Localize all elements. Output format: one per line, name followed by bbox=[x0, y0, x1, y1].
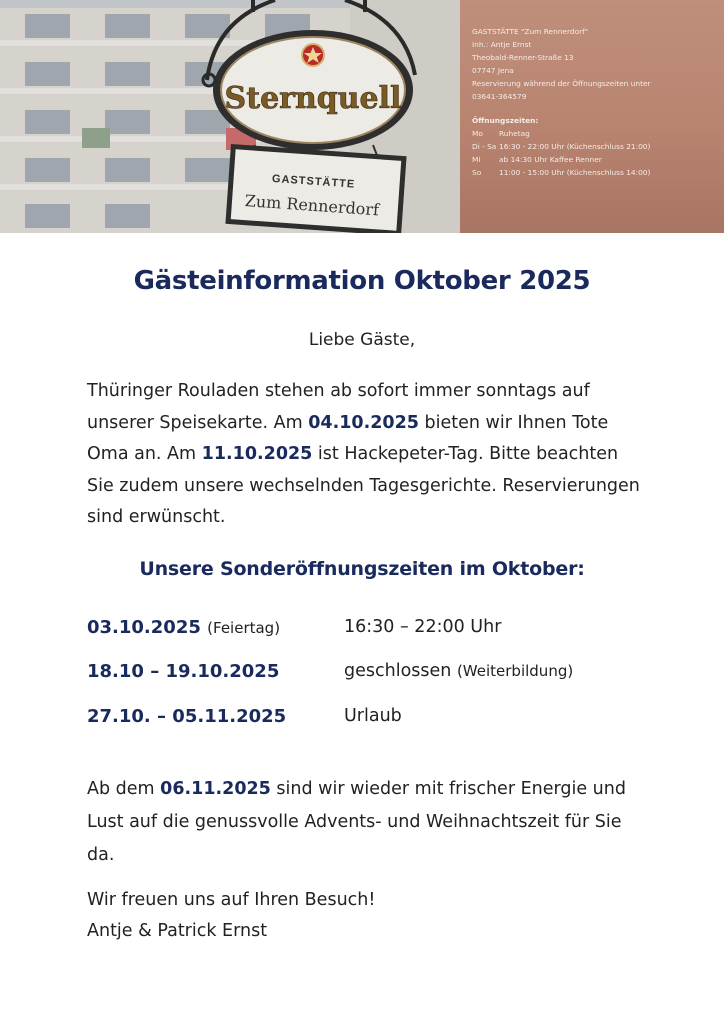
special-value bbox=[344, 617, 501, 637]
intro-date: 04.10.2025 bbox=[308, 412, 419, 433]
outro-paragraph bbox=[87, 773, 647, 872]
hours-row bbox=[472, 167, 716, 180]
special-value bbox=[344, 661, 573, 681]
hours-day: Di - Sa bbox=[472, 142, 497, 152]
info-phone: 03641-364579 bbox=[472, 91, 527, 101]
hours-row bbox=[472, 154, 716, 167]
restaurant-sign bbox=[195, 0, 435, 233]
intro-date: 11.10.2025 bbox=[201, 444, 313, 464]
sign-brand: Sternquell bbox=[224, 81, 402, 116]
special-value-text: Urlaub bbox=[344, 706, 402, 726]
special-hours-row bbox=[87, 706, 647, 736]
info-name: GASTSTÄTTE "Zum Rennerdorf" bbox=[472, 27, 589, 36]
special-value-text: 16:30 – 22:00 Uhr bbox=[344, 617, 502, 637]
outro-text: Ab dem bbox=[87, 779, 161, 799]
info-owner: Inh.: Antje Ernst bbox=[472, 39, 532, 49]
special-hours-row bbox=[87, 617, 647, 647]
hours-text: 16:30 - 22:00 Uhr (Küchenschluss 21:00) bbox=[499, 142, 651, 152]
intro-paragraph bbox=[87, 376, 647, 534]
intro-text: Thüringer Rouladen stehen ab sofort immer sonntags auf unserer Speisekarte. Am bbox=[87, 381, 590, 433]
outro-date: 06.11.2025 bbox=[160, 779, 271, 799]
page-title: Gästeinformation Oktober 2025 bbox=[133, 266, 591, 296]
special-extra: (Weiterbildung) bbox=[456, 662, 574, 680]
sign-plate-line2: Zum Rennerdorf bbox=[244, 191, 380, 220]
special-value bbox=[344, 706, 402, 726]
hours-day: Mi bbox=[472, 155, 481, 165]
closing bbox=[87, 885, 375, 947]
hours-text: ab 14:30 Uhr Kaffee Renner bbox=[499, 155, 602, 165]
restaurant-info bbox=[472, 26, 716, 180]
special-date bbox=[87, 706, 286, 727]
hours-row bbox=[472, 128, 716, 141]
signature: Antje & Patrick Ernst bbox=[87, 921, 268, 941]
hours-day: So bbox=[472, 168, 482, 178]
special-hours-row bbox=[87, 661, 647, 691]
intro-text: bieten wir Ihnen Tote Oma an. Am bbox=[87, 412, 609, 464]
header-photo bbox=[0, 0, 724, 233]
greeting: Liebe Gäste, bbox=[308, 330, 416, 350]
special-value-text: geschlossen bbox=[344, 661, 452, 681]
special-date bbox=[87, 617, 280, 638]
special-note: (Feiertag) bbox=[207, 619, 281, 637]
hours-row bbox=[472, 141, 716, 154]
special-date-text: 27.10. – 05.11.2025 bbox=[87, 706, 287, 727]
special-date bbox=[87, 661, 279, 682]
special-date-text: 18.10 – 19.10.2025 bbox=[87, 661, 280, 682]
info-street: Theobald-Renner-Straße 13 bbox=[472, 52, 574, 62]
hours-title: Öffnungszeiten: bbox=[472, 116, 539, 126]
intro-text: ist Hackepeter-Tag. Bitte beachten Sie zudem unsere wechselnden Tagesgerichte. Reservierungen sind erwünscht. bbox=[87, 444, 640, 527]
outro-text: sind wir wieder mit frischer Energie und Lust auf die genussvolle Advents- und Weihnachtszeit für Sie da. bbox=[87, 779, 626, 865]
closing-line: Wir freuen uns auf Ihren Besuch! bbox=[87, 890, 376, 910]
special-date-text: 03.10.2025 bbox=[87, 617, 201, 638]
hours-text: 11:00 - 15:00 Uhr (Küchenschluss 14:00) bbox=[499, 168, 651, 178]
info-reservation: Reservierung während der Öffnungszeiten unter bbox=[472, 78, 651, 88]
sign-plate-line1: GASTSTÄTTE bbox=[271, 172, 356, 191]
hours-text: Ruhetag bbox=[499, 129, 530, 139]
special-hours-title: Unsere Sonderöffnungszeiten im Oktober: bbox=[139, 558, 585, 580]
info-city: 07747 Jena bbox=[472, 65, 514, 75]
hours-day: Mo bbox=[472, 129, 483, 139]
